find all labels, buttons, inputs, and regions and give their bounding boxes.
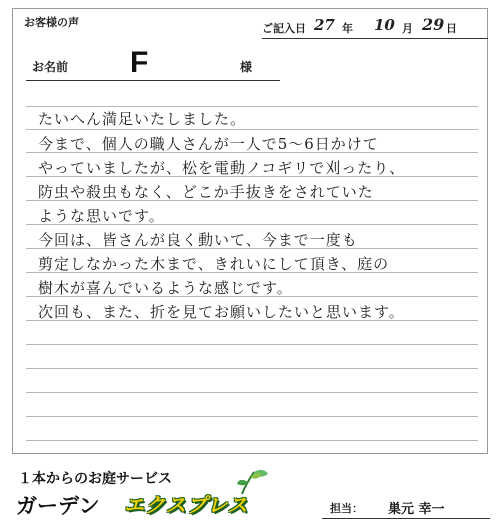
date-day: 29 [422, 15, 445, 34]
customer-name: F [130, 46, 149, 79]
comment-line: 今回は、皆さんが良く動いて、今まで一度も [38, 231, 358, 249]
brand-tagline: １本からのお庭サービス [18, 471, 172, 487]
comment-line: ような思いです。 [38, 207, 165, 225]
ruled-line [26, 368, 478, 369]
name-honorific: 様 [240, 60, 253, 74]
comment-line: 次回も、また、折を見てお願いしたいと思います。 [38, 303, 405, 321]
ruled-line [26, 129, 478, 130]
comment-line: 樹木が喜んでいるような感じです。 [38, 279, 293, 297]
comment-line: 防虫や殺虫もなく、どこか手抜きをされていた [38, 183, 374, 201]
date-month-unit: 月 [402, 22, 413, 35]
date-year-unit: 年 [342, 22, 353, 35]
name-underline [26, 80, 280, 81]
staff-underline [322, 518, 490, 519]
comment-line: 剪定しなかった木まで、きれいにして頂き、庭の [38, 255, 390, 273]
comment-line: やっていましたが、松を電動ノコギリで刈ったり、 [38, 159, 406, 177]
date-year: 27 [314, 16, 335, 34]
ruled-line [26, 392, 478, 393]
comment-line: 今まで、個人の職人さんが一人で5～6日かけて [38, 135, 379, 153]
date-underline [262, 38, 488, 39]
brand-name-accent: エクスプレス [124, 493, 249, 517]
ruled-line [26, 416, 478, 417]
comment-line: たいへん満足いたしました。 [38, 110, 247, 128]
date-day-unit: 日 [446, 22, 457, 35]
name-label: お名前 [32, 60, 69, 74]
staff-label: 担当： [330, 502, 363, 515]
date-label: ご記入日 [262, 22, 306, 35]
form-title: お客様の声 [24, 16, 79, 29]
brand-name-main: ガーデン [16, 494, 100, 518]
date-field [262, 15, 487, 40]
date-month: 10 [374, 16, 395, 34]
staff-name: 巣元 幸一 [388, 502, 445, 517]
ruled-line [26, 344, 478, 345]
ruled-line [26, 106, 478, 107]
ruled-line [26, 440, 478, 441]
leaf-logo-icon [236, 466, 270, 496]
